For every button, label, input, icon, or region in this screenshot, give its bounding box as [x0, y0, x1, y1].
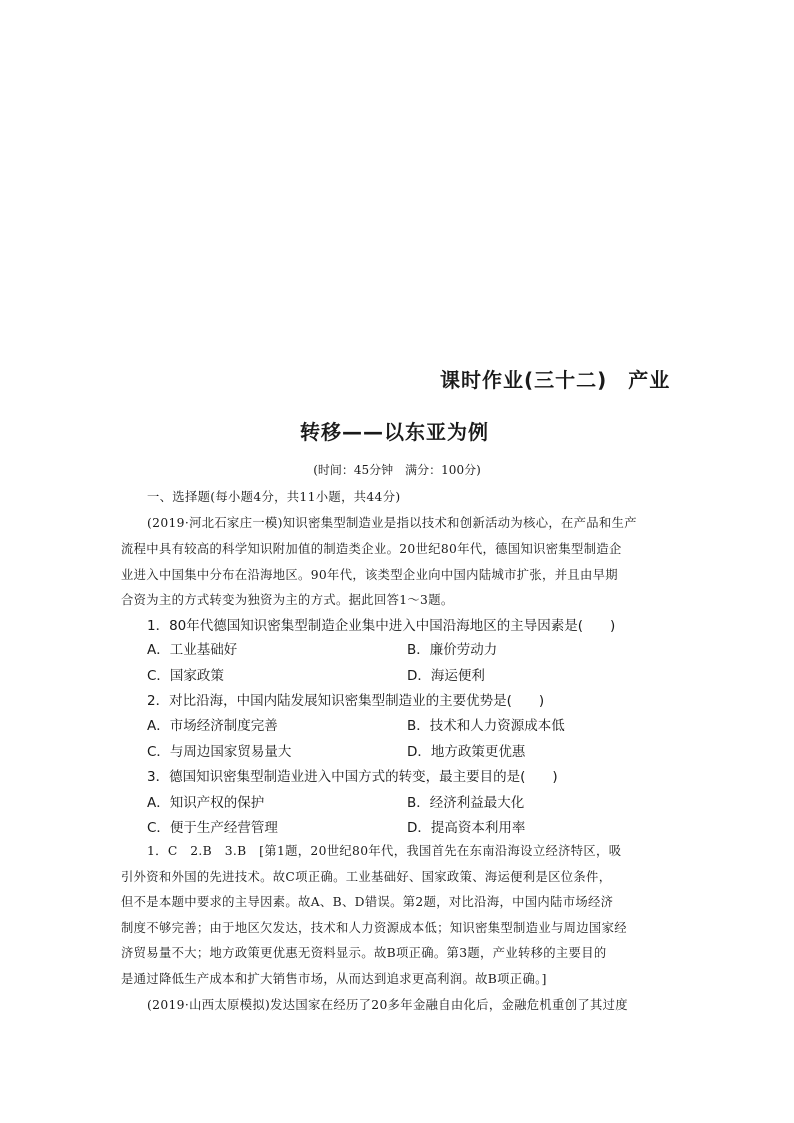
- option-c: C．与周边国家贸易量大: [147, 744, 292, 760]
- answer-line: 制度不够完善；由于地区欠发达，技术和人力资源成本低；知识密集型制造业与周边国家经: [121, 921, 627, 935]
- time-score-info: (时间：45分钟 满分：100分): [313, 463, 481, 477]
- answer-line: 引外资和外国的先进技术。故C项正确。工业基础好、国家政策、海运便利是区位条件，: [121, 870, 612, 884]
- option-d: D．海运便利: [407, 668, 485, 684]
- question-stem: 3．德国知识密集型制造业进入中国方式的转变，最主要目的是( ): [147, 769, 558, 785]
- section-heading: 一、选择题(每小题4分，共11小题，共44分): [147, 490, 401, 504]
- passage-line: 流程中具有较高的科学知识附加值的制造类企业。20世纪80年代，德国知识密集型制造企: [121, 542, 622, 556]
- option-c: C．国家政策: [147, 668, 224, 684]
- passage-line: (2019·山西太原模拟)发达国家在经历了20多年金融自由化后，金融危机重创了其过度: [147, 998, 628, 1012]
- page-title-line-1: 课时作业(三十二) 产业: [440, 368, 671, 392]
- answer-line: 济贸易量不大；地方政策更优惠无资料显示。故B项正确。第3题，产业转移的主要目的: [121, 946, 607, 960]
- option-a: A．市场经济制度完善: [147, 718, 278, 734]
- option-b: B．技术和人力资源成本低: [407, 718, 565, 734]
- answer-line: 但不是本题中要求的主导因素。故A、B、D错误。第2题，对比沿海，中国内陆市场经济: [121, 895, 614, 909]
- question-stem: 2．对比沿海，中国内陆发展知识密集型制造业的主要优势是( ): [147, 693, 545, 709]
- option-d: D．提高资本利用率: [407, 820, 526, 836]
- answer-line: 是通过降低生产成本和扩大销售市场，从而达到追求更高利润。故B项正确。]: [121, 972, 547, 986]
- page-title-line-2: 转移——以东亚为例: [300, 420, 489, 444]
- option-a: A．知识产权的保护: [147, 795, 265, 811]
- option-c: C．便于生产经营管理: [147, 820, 278, 836]
- option-b: B．廉价劳动力: [407, 642, 498, 658]
- question-stem: 1．80年代德国知识密集型制造企业集中进入中国沿海地区的主导因素是( ): [147, 618, 616, 634]
- option-a: A．工业基础好: [147, 642, 238, 658]
- passage-line: 合资为主的方式转变为独资为主的方式。据此回答1～3题。: [121, 593, 454, 607]
- passage-line: 业进入中国集中分布在沿海地区。90年代，该类型企业向中国内陆城市扩张，并且由早期: [121, 568, 618, 582]
- answer-line: 1．C 2.B 3.B [第1题，20世纪80年代，我国首先在东南沿海设立经济特区，吸: [147, 844, 622, 858]
- option-b: B．经济利益最大化: [407, 795, 525, 811]
- option-d: D．地方政策更优惠: [407, 744, 526, 760]
- passage-line: (2019·河北石家庄一模)知识密集型制造业是指以技术和创新活动为核心，在产品和生产: [147, 516, 637, 530]
